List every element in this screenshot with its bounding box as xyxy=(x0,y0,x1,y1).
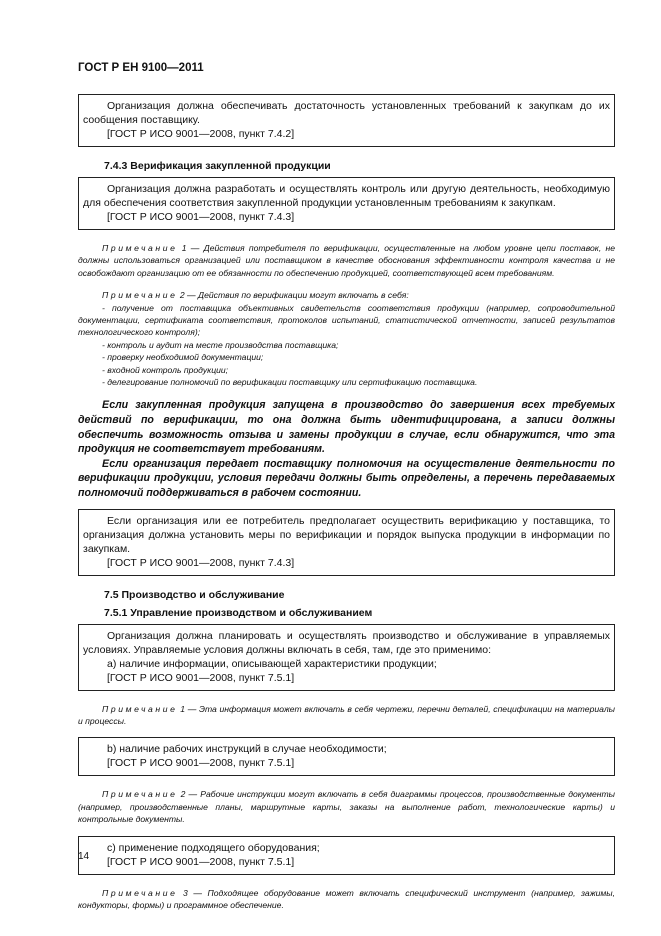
document-header: ГОСТ Р ЕН 9100—2011 xyxy=(78,62,204,74)
bold-paragraph: Если закупленная продукция запущена в производство до завершения всех требуемых действий по верификации, то она должна быть идентифицирована, а записи должны обеспечить возможность отзыва и замены продукции в случае, если обнаружится, что эта продукция не соответствует требованиям. xyxy=(78,399,615,456)
note-label: Примечание xyxy=(102,789,178,800)
box-reference: [ГОСТ Р ИСО 9001—2008, пункт 7.5.1] xyxy=(107,757,295,770)
box-text: Организация должна обеспечивать достаточность установленных требований к закупкам до их сообщения поставщику. xyxy=(83,100,610,126)
note-2 xyxy=(78,289,615,388)
aerospace-requirement-text xyxy=(78,398,615,500)
list-item: - получение от поставщика объективных свидетельств соответствия продукции (например, сопроводительной документации, сертификата соответствия, протоколов испытаний, статистической отчетности, записей результатов технологического контроля); xyxy=(78,302,615,338)
quote-box-743-supplier xyxy=(78,509,615,576)
page-number: 14 xyxy=(78,851,90,862)
note-text: 2 — Действия по верификации могут включать в себя: xyxy=(177,290,409,301)
note-751-3 xyxy=(78,887,615,912)
quote-box-751-c xyxy=(78,836,615,875)
note-text: 3 — Подходящее оборудование может включать специфический инструмент (например, зажимы, кондукторы, формы) и программное обеспечение. xyxy=(78,887,615,911)
box-reference: [ГОСТ Р ИСО 9001—2008, пункт 7.5.1] xyxy=(107,671,295,684)
quote-box-751-a xyxy=(78,624,615,691)
quote-box-742 xyxy=(78,94,615,147)
note-text: 1 — Эта информация может включать в себя чертежи, перечни деталей, спецификации на материалы и процессы. xyxy=(78,703,615,727)
section-heading-743: 7.4.3 Верификация закупленной продукции xyxy=(104,160,331,172)
box-text: Если организация или ее потребитель предполагает осуществить верификацию у поставщика, то организация должна установить меры по верификации и порядок выпуска продукции в информации по закупкам. xyxy=(83,514,610,555)
box-item: b) наличие рабочих инструкций в случае необходимости; xyxy=(107,743,387,756)
box-reference: [ГОСТ Р ИСО 9001—2008, пункт 7.4.3] xyxy=(107,556,295,569)
document-page xyxy=(78,62,615,921)
note-1 xyxy=(78,242,615,279)
quote-box-743 xyxy=(78,177,615,230)
list-item: - делегирование полномочий по верификации поставщику или сертификацию поставщика. xyxy=(102,377,478,388)
list-item: - контроль и аудит на месте производства поставщика; xyxy=(102,339,339,350)
note-label: Примечание xyxy=(102,290,178,301)
section-heading-751: 7.5.1 Управление производством и обслуживанием xyxy=(104,606,373,619)
note-text: 1 — Действия потребителя по верификации, осуществленные на любом уровне цепи поставок, не должны использоваться организацией или поставщиком в качестве обоснования эффективности контроля качества и не освобождают организацию от ее обязанности по обеспечению продукцией, соответствующей всем требованиям. xyxy=(78,243,615,278)
note-label: Примечание xyxy=(102,887,178,898)
bold-paragraph: Если организация передает поставщику полномочия на осуществление деятельности по верификации продукции, условия передачи должны быть определены, а перечень передаваемых полномочий поддерживаться в рабочем состоянии. xyxy=(78,457,615,500)
section-heading-75: 7.5 Производство и обслуживание xyxy=(104,588,285,601)
note-label: Примечание xyxy=(102,703,178,714)
box-item: с) применение подходящего оборудования; xyxy=(107,841,320,854)
box-item: а) наличие информации, описывающей характеристики продукции; xyxy=(107,657,437,670)
box-reference: [ГОСТ Р ИСО 9001—2008, пункт 7.5.1] xyxy=(107,855,295,868)
box-reference: [ГОСТ Р ИСО 9001—2008, пункт 7.4.2] xyxy=(107,128,295,140)
note-751-2 xyxy=(78,788,615,825)
list-item: - входной контроль продукции; xyxy=(102,364,229,375)
box-reference: [ГОСТ Р ИСО 9001—2008, пункт 7.4.3] xyxy=(107,211,295,223)
list-item: - проверку необходимой документации; xyxy=(102,352,264,363)
note-751-1 xyxy=(78,703,615,728)
note-text: 2 — Рабочие инструкции могут включать в себя диаграммы процессов, производственные документы (например, производственные планы, маршрутные карты, заказы на выполнение работ, технологические карты) и контрольные документы. xyxy=(78,789,615,825)
box-text: Организация должна планировать и осуществлять производство и обслуживание в управляемых условиях. Управляемые условия должны включать в себя, там, где это применимо: xyxy=(83,629,610,656)
box-text: Организация должна разработать и осуществлять контроль или другую деятельность, необходимую для обеспечения соответствия закупленной продукции установленным требованиям к закупкам. xyxy=(83,183,610,209)
note-label: Примечание xyxy=(102,243,178,253)
quote-box-751-b xyxy=(78,737,615,776)
